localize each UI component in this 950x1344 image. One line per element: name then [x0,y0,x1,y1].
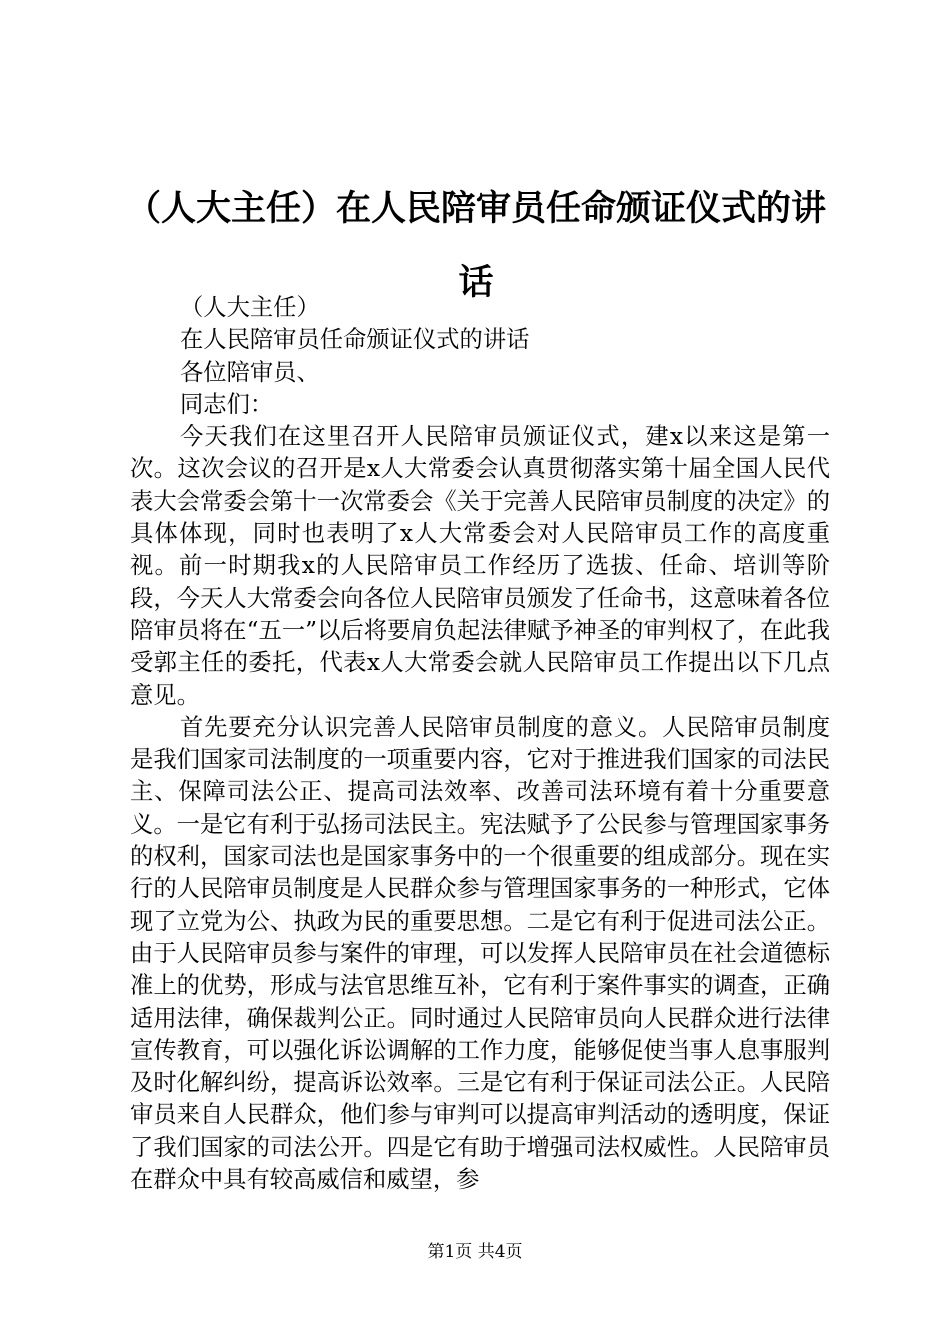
speech-title-line: 在人民陪审员任命颁证仪式的讲话 [180,326,530,354]
body-paragraph: 今天我们在这里召开人民陪审员颁证仪式，建x以来这是第一次。这次会议的召开是x人大常委会认真贯彻落实第十届全国人民代表大会常委会第十一次常委会《关于完善人民陪审员制度的决定》的具体体现，同时也表明了x人大常委会对人民陪审员工作的高度重视。前一时期我x的人民陪审员工作经历了选拔、任命、培训等阶段，今天人大常委会向各位人民陪审员颁发了任命书，这意味着各位陪审员将在“五一”以后将要肩负起法律赋予神圣的审判权了，在此我受郭主任的委托，代表x人大常委会就人民陪审员工作提出以下几点意见。 [130,423,830,709]
author-line: （人大主任） [180,294,320,321]
salutation-line: 各位陪审员、 [180,358,320,386]
document-title: （人大主任）在人民陪审员任命颁证仪式的讲话 [125,188,826,303]
salutation-line: 同志们： [180,390,274,418]
document-body [130,292,830,1196]
body-paragraph: 首先要充分认识完善人民陪审员制度的意义。人民陪审员制度是我们国家司法制度的一项重要内容，它对于推进我们国家的司法民主、保障司法公正、提高司法效率、改善司法环境有着十分重要意义。一是它有利于弘扬司法民主。宪法赋予了公民参与管理国家事务的权利，国家司法也是国家事务中的一个很重要的组成部分。现在实行的人民陪审员制度是人民群众参与管理国家事务的一种形式，它体现了立党为公、执政为民的重要思想。二是它有利于促进司法公正。由于人民陪审员参与案件的审理，可以发挥人民陪审员在社会道德标准上的优势，形成与法官思维互补，它有利于案件事实的调查，正确适用法律，确保裁判公正。同时通过人民陪审员向人民群众进行法律宣传教育，可以强化诉讼调解的工作力度，能够促使当事人息事服判及时化解纠纷，提高诉讼效率。三是它有利于保证司法公正。人民陪审员来自人民群众，他们参与审判可以提高审判活动的透明度，保证了我们国家的司法公开。四是它有助于增强司法权威性。人民陪审员在群众中具有较高威信和威望，参 [130,713,830,1194]
page-footer: 第1页 共4页 [427,1242,523,1262]
